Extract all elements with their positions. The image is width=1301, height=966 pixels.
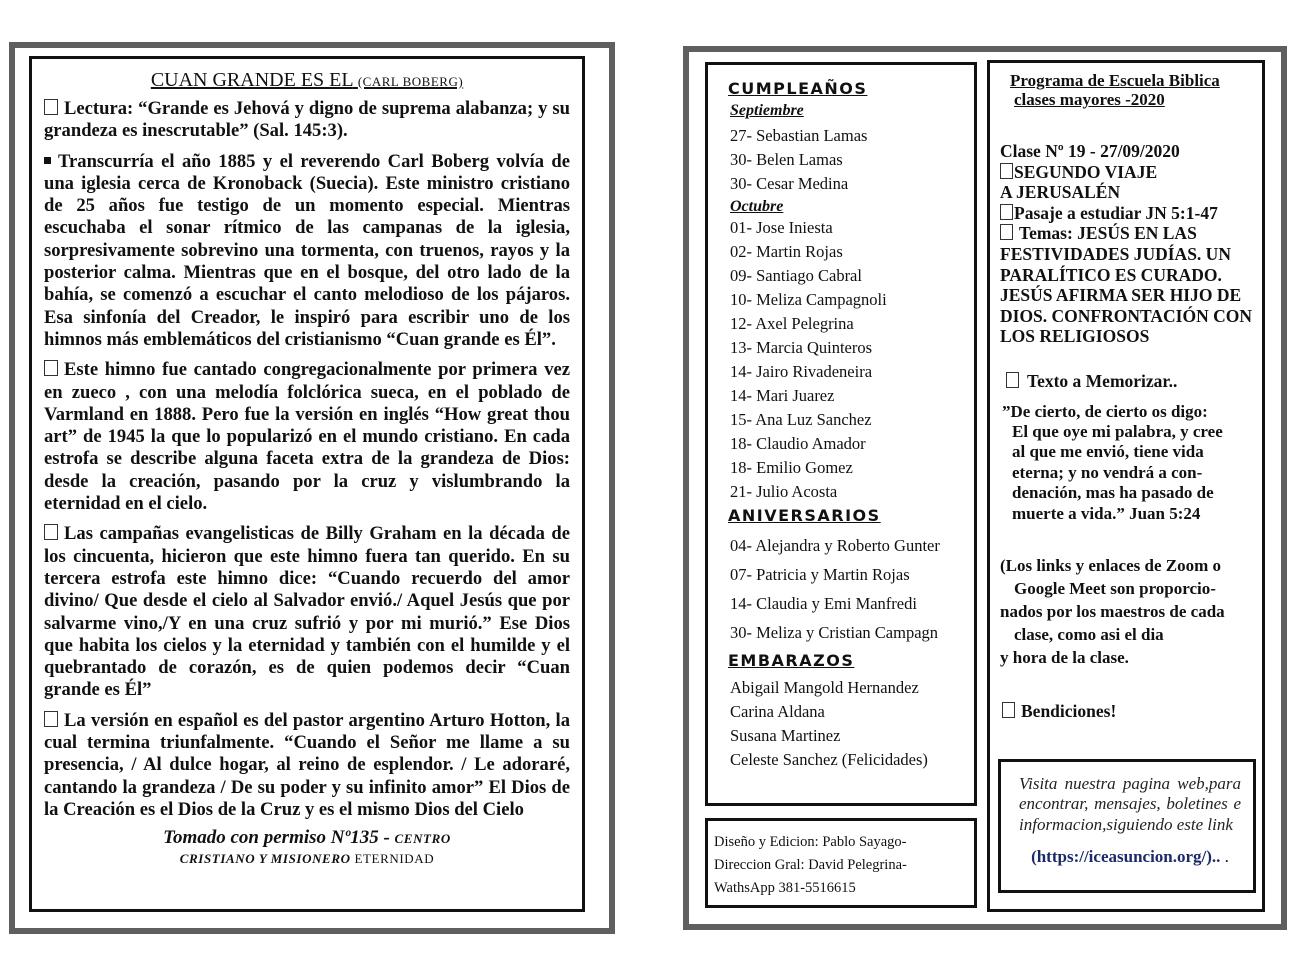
list-item: 27- Sebastian Lamas [730,126,868,145]
list-item: 12- Axel Pelegrina [730,314,854,333]
article-paragraph-4: Las campañas evangelisticas de Billy Graham en la década de los cincuenta, hicieron que este himno fuera tan querido. En su tercera estrofa este himno dice: “Cuando recuerdo del amor divino/ Que desde el cielo al Salvador envió./ Aquel Jesús que por salvarme vino,/Y en una cruz sufrió y por mi murió.” Ese Dios que habita los cielos y la eternidad y también con el humilde y el quebrantado de corazón, es de quien podemos decir “Cuan grande es Él” [44,523,570,701]
month-september: Septiembre [730,102,804,119]
credits-whatsapp: WathsApp 381-5516615 [714,880,856,896]
credits-design: Diseño y Edicion: Pablo Sayago- [714,834,907,850]
bullet-box-icon [1002,702,1015,718]
birthdays-panel [705,62,977,806]
themes-text: Temas: JESÚS EN LAS FESTIVIDADES JUDÍAS. UN PARALÍTICO ES CURADO. JESÚS AFIRMA SER HIJO DE DIOS. CONFRONTACIÓN CON LOS RELIGIOSOS [1000,223,1252,347]
list-item: 14- Jairo Rivadeneira [730,362,873,381]
topic-line-1: SEGUNDO VIAJE [1000,162,1252,183]
right-page-frame [683,46,1287,930]
bullet-box-icon [44,99,58,115]
blessing-line: Bendiciones! [1002,701,1252,722]
memory-verse: ”De cierto, de cierto os digo: El que oye mi palabra, y cree al que me envió, tiene vida eterna; y no vendrá a con- denación, mas ha pasado de muerte a vida.” Juan 5:24 [1002,401,1223,523]
hymn-article [29,56,585,912]
list-item: Susana Martinez [730,726,841,745]
class-line: Clase Nº 19 - 27/09/2020 [1000,141,1180,161]
article-credit-line2: CRISTIANO Y MISIONERO ETERNIDAD [179,851,435,867]
left-page-frame [9,42,615,934]
bullet-box-icon [1000,224,1013,240]
list-item: 07- Patricia y Martin Rojas [730,565,910,584]
list-item: 15- Ana Luz Sanchez [730,410,872,429]
website-panel [998,759,1256,893]
list-item: 10- Meliza Campagnoli [730,290,887,309]
topic-line-2: A JERUSALÉN [1000,182,1121,203]
list-item: 30- Belen Lamas [730,150,843,169]
pregnancies-title: EMBARAZOS [728,651,855,670]
list-item: 18- Emilio Gomez [730,458,853,477]
program-panel [987,60,1265,912]
list-item: Celeste Sanchez (Felicidades) [730,750,928,769]
bullet-box-icon [1006,372,1019,388]
list-item: 30- Meliza y Cristian Campagn [730,623,939,642]
bullet-box-icon [44,524,58,540]
list-item: 14- Claudia y Emi Manfredi [730,594,917,613]
website-link[interactable]: (https://iceasuncion.org/).. . [1031,847,1229,867]
memo-label: Texto a Memorizar.. [1006,371,1252,392]
article-paragraph-2: Transcurría el año 1885 y el reverendo Carl Boberg volvía de una iglesia cerca de Kronoback (Suecia). Este ministro cristiano de 25 años fue testigo de un momento especial. Mientras escuchaba el sonar rítmico de las campanas de la iglesia, sorpresivamente sobrevino una tormenta, con truenos, rayos y la posterior calma. Mientras que en el bosque, del otro lado de la bahía, se comenzó a escuchar el canto melodioso de los pájaros. Esa sinfonía del Creador, le inspiró para escribir uno de los himnos más emblemáticos del cristianismo “Cuan grande es Él”. [44,150,570,350]
list-item: 13- Marcia Quinteros [730,338,873,357]
bullet-box-icon [1000,163,1013,179]
list-item: Abigail Mangold Hernandez [730,678,919,697]
credits-panel [705,818,977,908]
article-paragraph-3: Este himno fue cantado congregacionalmente por primera vez en zueco , con una melodía folclórica sueca, en el poblado de Varmland en 1888. Pero fue la versión en inglés “How great thou art” de 1945 la que lo popularizó en el mundo cristiano. En cada estrofa se describe alguna faceta extra de la grandeza de Dios: desde la creación, pasando por la cruz y vislumbrando la eternidad en el cielo. [44,359,570,515]
title-main: CUAN GRANDE ES EL [150,69,353,91]
list-item: 04- Alejandra y Roberto Gunter [730,536,940,555]
birthdays-title: CUMPLEAÑOS [728,79,868,98]
website-text: Visita nuestra pagina web,para encontrar, mensajes, boletines e informacion,siguiendo este link [1019,774,1241,834]
bullet-square-icon [44,157,51,164]
anniversaries-title: ANIVERSARIOS [728,506,881,525]
list-item: 18- Claudio Amador [730,434,866,453]
bullet-box-icon [44,711,58,727]
list-item: Carina Aldana [730,702,825,721]
credits-direction: Direccion Gral: David Pelegrina- [714,857,907,873]
passage-line: Pasaje a estudiar JN 5:1-47 [1000,203,1252,224]
links-note: (Los links y enlaces de Zoom o Google Meet son proporcio- nados por los maestros de cada clase, como asi el dia y hora de la clase. [1000,555,1225,667]
list-item: 14- Mari Juarez [730,386,835,405]
bullet-box-icon [44,360,58,376]
list-item: 09- Santiago Cabral [730,266,862,285]
article-paragraph-5: La versión en español es del pastor argentino Arturo Hotton, la cual termina triunfalmente. “Cuando el Señor me llame a su presencia, / Al dulce hogar, al reino de esplendor. / Le adoraré, cantando la grandeza / De su poder y su infinito amor” El Dios de la Creación es el Dios de la Cruz y es el mismo Dios del Cielo [44,709,570,820]
article-paragraph-1: Lectura: “Grande es Jehová y digno de suprema alabanza; y su grandeza es inescrutable” (Sal. 145:3). [44,98,570,142]
list-item: 30- Cesar Medina [730,174,849,193]
list-item: 01- Jose Iniesta [730,218,833,237]
list-item: 02- Martin Rojas [730,242,843,261]
list-item: 21- Julio Acosta [730,482,838,501]
title-author: (CARL BOBERG) [357,74,464,89]
program-subtitle: clases mayores -2020 [1014,90,1165,109]
month-october: Octubre [730,198,784,215]
bullet-box-icon [1000,204,1013,220]
program-title: Programa de Escuela Biblica [1010,71,1220,90]
article-credit: Tomado con permiso Nº135 - CENTRO [163,827,451,849]
article-title [44,69,570,92]
